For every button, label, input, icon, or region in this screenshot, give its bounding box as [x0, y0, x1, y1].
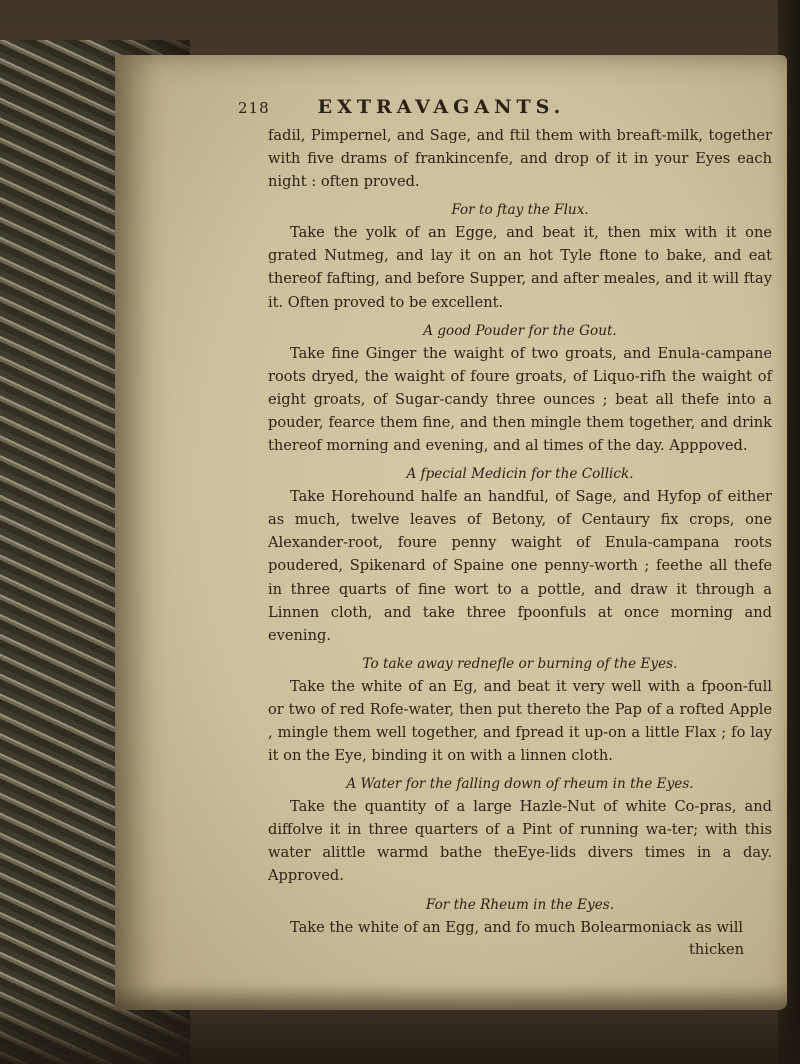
catchword: thicken [689, 940, 744, 958]
section-body: Take the white of an Egg, and fo much Bolearmoniack as will [290, 918, 744, 936]
section-title: For the Rheum in the Eyes. [425, 896, 615, 913]
section-body: Take fine Ginger the waight of two groats, and Enula-campane roots dryed, the waight of foure groats, of Liquo-rifh the waight of eight groats, of Sugar-candy three ounces ; beat all thefe into a pouder, fearce them fine, and then mingle them together, and drink thereof morning and evening, and al times of the day. Apppoved. [268, 344, 772, 455]
section-body: Take the yolk of an Egge, and beat it, then mix with it one grated Nutmeg, and lay it on an hot Tyle ftone to bake, and eat thereof fafting, and before Supper, and after meales, and it will ftay it. Often proved to be excellent. [268, 224, 772, 311]
section-title: To take away rednefle or burning of the Eyes. [362, 655, 678, 672]
page-number: 218 [238, 99, 270, 117]
section-body: Take the white of an Eg, and beat it very well with a fpoon-full or two of red Rofe-water, then put thereto the Pap of a rofted Apple , mingle them well together, and fpread it up-on a little Flax ; fo lay it on the Eye, binding it on with a linnen cloth. [268, 677, 772, 765]
section-title: A Water for the falling down of rheum in the Eyes. [346, 776, 694, 793]
bottom-shadow [0, 984, 800, 1064]
section-title: A fpecial Medicin for the Collick. [406, 466, 634, 483]
page-header [238, 96, 772, 124]
page-text [238, 96, 772, 961]
section-title: A good Pouder for the Gout. [423, 322, 617, 339]
section-body: fadil, Pimpernel, and Sage, and ftil them with breaft-milk, together with five drams of frankincenfe, and drop of it in your Eyes each night : often proved. [268, 127, 772, 191]
section-body: Take Horehound halfe an handful, of Sage, and Hyfop of either as much, twelve leaves of Betony, of Centaury fix crops, one Alexander-root, foure penny waight of Enula-campana roots poudered, Spikenard of Spaine one penny-worth ; feethe all thefe in three quarts of fine wort to a pottle, and draw it through a Linnen cloth, and take three fpoonfuls at once morning and evening. [268, 488, 772, 644]
section-title: For to ftay the Flux. [451, 202, 589, 219]
running-head: EXTRAVAGANTS. [317, 96, 566, 118]
section-body: Take the quantity of a large Hazle-Nut of white Co-pras, and diffolve it in three quarters of a Pint of running wa-ter; with this water alittle warmd bathe theEye-lids divers times in a day. Approved. [268, 798, 772, 885]
